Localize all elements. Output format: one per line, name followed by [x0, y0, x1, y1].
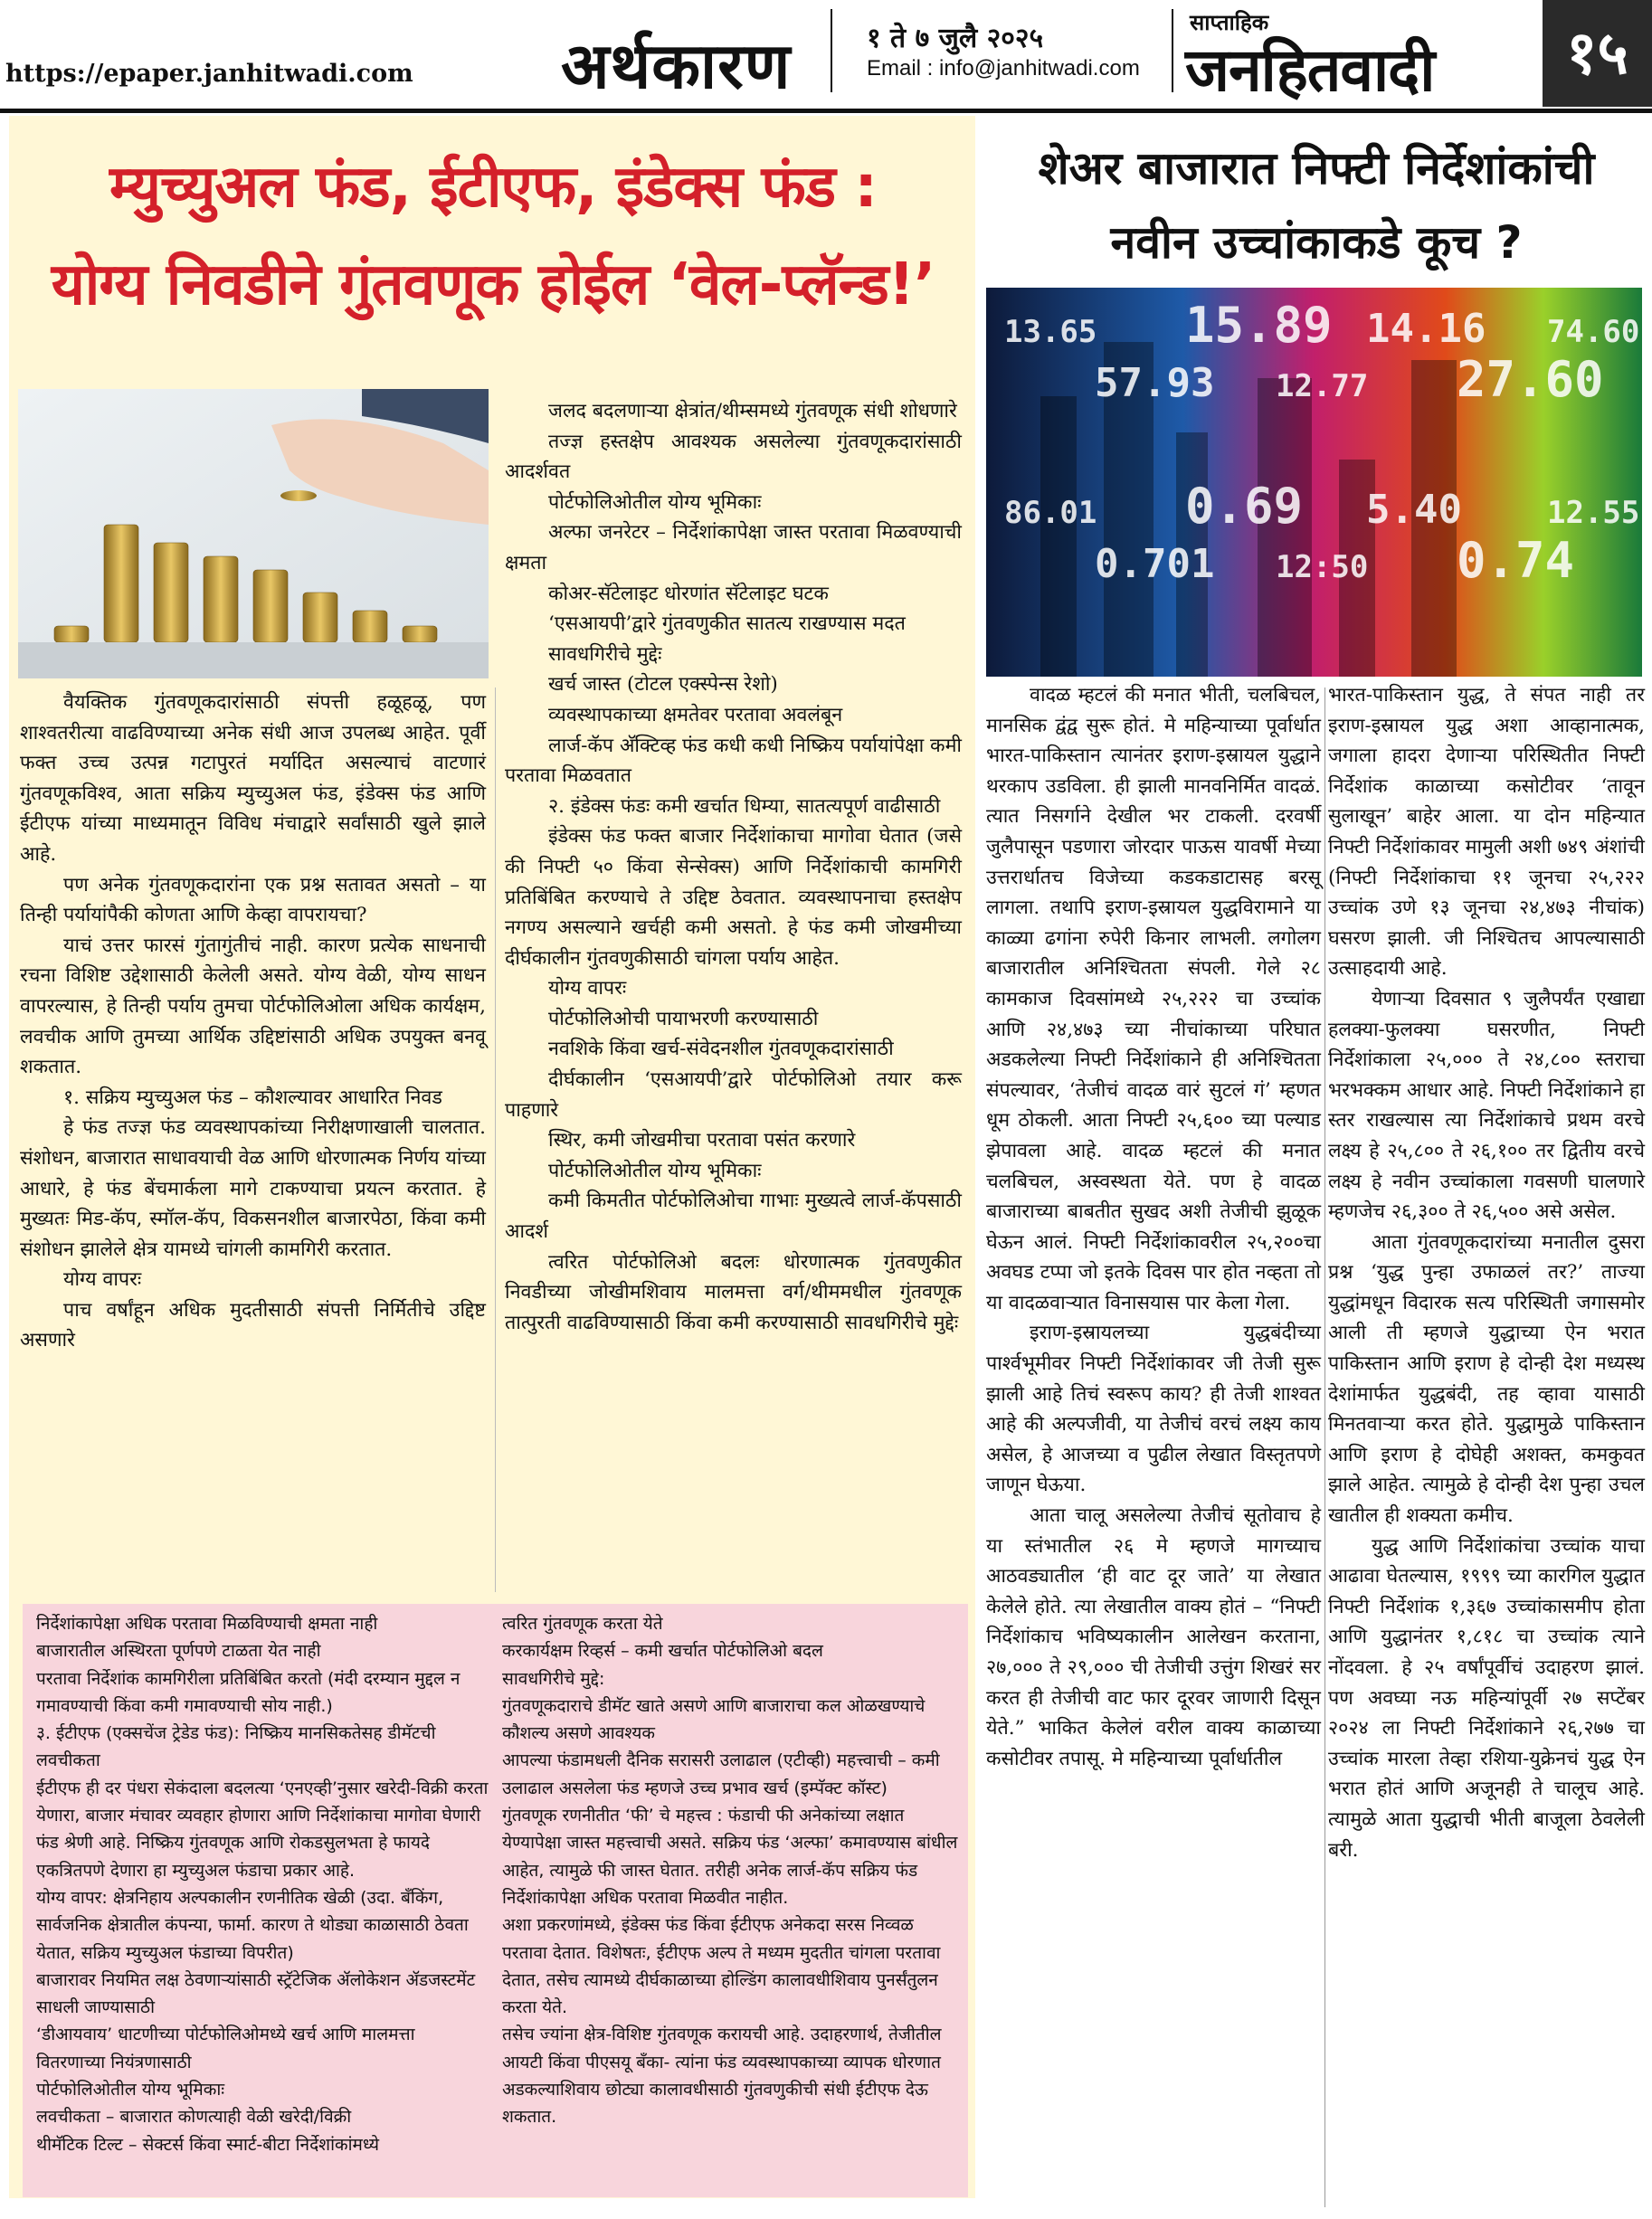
ticker-number: 12.77	[1276, 368, 1369, 404]
paragraph: दीर्घकालीन ‘एसआयपी’द्वारे पोर्टफोलिओ तयार करू पाहणारे	[505, 1068, 962, 1122]
ticker-number: 0.701	[1095, 541, 1215, 587]
box-line: करकार्यक्षम रिव्हर्स – कमी खर्चात पोर्टफोलिओ बदल	[502, 1641, 823, 1662]
subheading: २. इंडेक्स फंडः कमी खर्चात धिम्या, सातत्यपूर्ण वाढीसाठी	[548, 794, 941, 818]
box-line: आपल्या फंडामधली दैनिक सरासरी उलाढाल (एटीव्ही) महत्त्वाची – कमी उलाढाल असलेला फंड म्हणजे उच्च प्रभाव खर्च (इम्पॅक्ट कॉस्ट)	[502, 1750, 940, 1798]
paragraph: त्वरित पोर्टफोलिओ बदलः धोरणात्मक गुंतवणुकीत निवडीच्या जोखीमशिवाय मालमत्ता वर्ग/थीममधील गुंतवणूक तात्पुरती वाढविण्यासाठी किंवा कमी करण्यासाठी सावधगिरीचे मुद्देः	[505, 1250, 962, 1334]
paragraph: पोर्टफोलिओची पायाभरणी करण्यासाठी	[548, 1007, 819, 1030]
box-line: गुंतवणूकदाराचे डीमॅट खाते असणे आणि बाजाराचा कल ओळखण्याचे कौशल्य असणे आवश्यक	[502, 1695, 926, 1744]
paragraph: नवशिके किंवा खर्च-संवेदनशील गुंतवणूकदारांसाठी	[548, 1038, 894, 1061]
sidebar-box-column-1	[36, 1610, 489, 2158]
section-title: अर्थकारण	[561, 29, 792, 103]
paragraph: व्यवस्थापकाच्या क्षमतेवर परतावा अवलंबून	[548, 703, 843, 726]
left-headline-line2: योग्य निवडीने गुंतवणूक होईल ‘वेल-प्लॅन्ड!’	[51, 251, 935, 318]
ticker-number: 0.69	[1185, 478, 1304, 535]
subheading: पोर्टफोलिओतील योग्य भूमिकाः	[548, 1159, 762, 1182]
header-divider	[1172, 9, 1173, 92]
ticker-number: 15.89	[1185, 297, 1333, 354]
box-line: बाजारावर नियमित लक्ष ठेवणाऱ्यांसाठी स्ट्रॅटेजिक ॲलोकेशन ॲडजस्टमेंट साधली जाण्यासाठी	[36, 1969, 476, 2018]
paragraph: येणाऱ्या दिवसात ९ जुलैपर्यंत एखाद्या हलक्या-फुलक्या घसरणीत, निफ्टी निर्देशांकाला २५,००० ते २४,८०० स्तराचा भरभक्कम आधार आहे. निफ्टी निर्देशांकाने हा स्तर राखल्यास त्या निर्देशांकाचे प्रथम वरचे लक्ष्य हे २५,८०० ते २६,१०० तर द्वितीय वरचे लक्ष्य हे नवीन उच्चांकाला गवसणी घालणारे म्हणजेच २६,३०० ते २६,५०० असे असेल.	[1328, 987, 1645, 1224]
box-line: त्वरित गुंतवणूक करता येते	[502, 1614, 663, 1634]
coins-hand-photo	[18, 389, 489, 678]
publication-frequency: साप्ताहिक	[1190, 10, 1269, 35]
ticker-number: 86.01	[1004, 495, 1097, 531]
stock-ticker-photo	[986, 288, 1642, 677]
right-headline-line2: नवीन उच्चांकाकडे कूच ?	[1110, 216, 1523, 269]
paragraph: याचं उत्तर फारसं गुंतागुंतीचं नाही. कारण प्रत्येक साधनाची रचना विशिष्ट उद्देशासाठी केलेली असते. योग्य वेळी, योग्य साधन वापरल्यास, हे तिन्ही पर्याय तुमचा पोर्टफोलिओला अधिक कार्यक्षम, लवचीक आणि तुमच्या आर्थिक उद्दिष्टांसाठी अधिक उपयुक्त बनवू शकतात.	[20, 934, 486, 1079]
paragraph: जलद बदलणाऱ्या क्षेत्रांत/थीम्समध्ये गुंतवणूक संधी शोधणारे	[548, 400, 957, 422]
box-line: निर्देशांकापेक्षा अधिक परतावा मिळविण्याची क्षमता नाही	[36, 1614, 378, 1634]
ticker-number: 74.60	[1547, 314, 1640, 350]
paragraph: आता चालू असलेल्या तेजीचं सूतोवाच हे या स्तंभातील २६ मे म्हणजे मागच्याच आठवड्यातील ‘ही वाट दूर जाते’ या लेखात केलेले होते. त्या लेखातील वाक्य होतं – “निफ्टी निर्देशांकाच भविष्यकालीन आलेखन करताना, २७,००० ते २९,००० ची तेजीची उत्तुंग शिखरं सर करत ही तेजीची वाट फार दूरवर जाणारी दिसून येते.” भाकित केलेलं वरील वाक्य काळाच्या कसोटीवर तपासू. मे महिन्याच्या पूर्वार्धातील	[986, 1504, 1321, 1770]
paragraph: कमी किमतीत पोर्टफोलिओचा गाभाः मुख्यत्वे लार्ज-कॅपसाठी आदर्श	[505, 1190, 962, 1244]
epaper-url[interactable]: https://epaper.janhitwadi.com	[5, 60, 413, 88]
paragraph: आता गुंतवणूकदारांच्या मनातील दुसरा प्रश्न ‘युद्ध पुन्हा उफाळलं तर?’ ताज्या युद्धांमधून विदारक सत्य परिस्थिती जगासमोर आली ती म्हणजे युद्धाच्या ऐन भरात पाकिस्तान आणि इराण हे दोन्ही देश मध्यस्थ देशांमार्फत युद्धबंदी, तह व्हावा यासाठी मिनतवाऱ्या करत होते. युद्धामुळे पाकिस्तान आणि इराण हे दोघेही अशक्त, कमकुवत झाले आहेत. त्यामुळे हे दोन्ही देश पुन्हा उचल खातील ही शक्यता कमीच.	[1328, 1230, 1645, 1528]
paragraph: वैयक्तिक गुंतवणूकदारांसाठी संपत्ती हळूहळू, पण शाश्वतरीत्या वाढविण्याच्या अनेक संधी आज उपलब्ध आहेत. पूर्वी फक्त उच्च उत्पन्न गटापुरतं मर्यादित असल्याचं वाटणारं गुंतवणूकविश्व, आता सक्रिय म्युच्युअल फंड, इंडेक्स फंड आणि ईटीएफ यांच्या माध्यमातून विविध मंचाद्वारे सर्वांसाठी खुले झाले आहे.	[20, 691, 486, 866]
newspaper-brand: जनहितवादी	[1185, 35, 1435, 105]
subheading: पोर्टफोलिओतील योग्य भूमिकाः	[548, 490, 762, 514]
box-line: लवचीकता – बाजारात कोणत्याही वेळी खरेदी/विक्री	[36, 2107, 352, 2128]
ticker-number: 12:50	[1276, 549, 1369, 585]
ticker-number: 27.60	[1457, 351, 1604, 408]
paragraph: खर्च जास्त (टोटल एक्स्पेन्स रेशो)	[548, 673, 778, 697]
box-line: परतावा निर्देशांक कामगिरीला प्रतिबिंबित करतो (मंदी दरम्यान मुद्दल न गमावण्याची किंवा कमी गमावण्याची सोय नाही.)	[36, 1668, 460, 1716]
column-rule	[1324, 688, 1325, 2207]
subheading: योग्य वापरः	[63, 1268, 142, 1292]
paragraph: अल्फा जनरेटर – निर्देशांकापेक्षा जास्त परतावा मिळवण्याची क्षमता	[505, 521, 962, 574]
box-line: गुंतवणूक रणनीतीत ‘फी’ चे महत्त्व : फंडाची फी अनेकांच्या लक्षात येण्यापेक्षा जास्त महत्त्वाची असते. सक्रिय फंड ‘अल्फा’ कमावण्यास बांधील आहेत, त्यामुळे फी जास्त घेतात. तरीही अनेक लार्ज-कॅप सक्रिय फंड निर्देशांकापेक्षा अधिक परतावा मिळवीत नाहीत.	[502, 1806, 958, 1908]
issue-date: १ ते ७ जुलै २०२५	[867, 23, 1044, 54]
left-headline-line1: म्युच्युअल फंड, ईटीएफ, इंडेक्स फंड :	[109, 154, 877, 221]
subheading: योग्य वापरः	[548, 977, 627, 1000]
box-line: थीमॅटिक टिल्ट – सेक्टर्स किंवा स्मार्ट-बीटा निर्देशांकांमध्ये	[36, 2134, 380, 2155]
box-line: पोर्टफोलिओतील योग्य भूमिकाः	[36, 2080, 225, 2100]
right-article-column-1	[986, 680, 1321, 1774]
paragraph: इंडेक्स फंड फक्त बाजार निर्देशांकाचा मागोवा घेतात (जसे की निफ्टी ५० किंवा सेन्सेक्स) आणि निर्देशांकाची कामगिरी प्रतिबिंबित करण्याचे ते उद्दिष्ट ठेवतात. व्यवस्थापनाचा हस्तक्षेप नगण्य असल्याने खर्चही कमी असतो. हे फंड कमी जोखमीच्या दीर्घकालीन गुंतवणुकीसाठी चांगला पर्याय आहेत.	[505, 825, 962, 970]
column-rule	[495, 688, 496, 1592]
paragraph: ‘एसआयपी’द्वारे गुंतवणुकीत सातत्य राखण्यास मदत	[548, 612, 906, 636]
box-subheading: ३. ईटीएफ (एक्सचेंज ट्रेडेड फंड): निष्क्रिय मानसिकतेसह डीमॅटची लवचीकता	[36, 1723, 436, 1771]
box-line: ईटीएफ ही दर पंधरा सेकंदाला बदलत्या ‘एनएव्ही’नुसार खरेदी-विक्री करता येणारा, बाजार मंचावर व्यवहार होणारा आणि निर्देशांकाचा मागोवा घेणारी फंड श्रेणी आहे. निष्क्रिय गुंतवणूक आणि रोकडसुलभता हे फायदे एकत्रितपणे देणारा हा म्युच्युअल फंडाचा प्रकार आहे.	[36, 1778, 489, 1881]
box-line: सावधगिरीचे मुद्दे:	[502, 1668, 605, 1689]
box-line: ‘डीआयवाय’ धाटणीच्या पोर्टफोलिओमध्ये खर्च आणि मालमत्ता वितरणाच्या नियंत्रणासाठी	[36, 2025, 415, 2072]
left-article-column-2	[505, 396, 962, 1338]
header-divider	[831, 9, 832, 92]
paragraph: हे फंड तज्ज्ञ फंड व्यवस्थापकांच्या निरीक्षणाखाली चालतात. संशोधन, बाजारात साधावयाची वेळ आणि धोरणात्मक निर्णय यांच्या आधारे, हे फंड बेंचमार्कला मागे टाकण्याचा प्रयत्न करतात. हे मुख्यतः मिड-कॅप, स्मॉल-कॅप, विकसनशील बाजारपेठा, किंवा कमी संशोधन झालेले क्षेत्र यामध्ये चांगली कामगिरी करतात.	[20, 1116, 486, 1261]
paragraph: लार्ज-कॅप अ‍ॅक्टिव्ह फंड कधी कधी निष्क्रिय पर्यायांपेक्षा कमी परतावा मिळवतात	[505, 734, 962, 788]
paragraph: पण अनेक गुंतवणूकदारांना एक प्रश्न सतावत असतो – या तिन्ही पर्यायांपैकी कोणता आणि केव्हा वापरायचा?	[20, 873, 486, 927]
contact-email[interactable]: Email : info@janhitwadi.com	[867, 56, 1140, 81]
ticker-number: 0.74	[1457, 532, 1575, 589]
paragraph: स्थिर, कमी जोखमीचा परतावा पसंत करणारे	[548, 1129, 856, 1152]
right-article-column-2	[1328, 680, 1645, 1865]
page-number: १५	[1543, 0, 1652, 107]
paragraph: युद्ध आणि निर्देशांकांचा उच्चांक याचा आढावा घेतल्यास, १९९९ च्या कारगिल युद्धात निफ्टी निर्देशांक १,३६७ उच्चांकासमीप होता आणि युद्धानंतर १,८१८ चा उच्चांक त्याने नोंदवला. हे २५ वर्षांपूर्वीचं उदाहरण झालं. पण अवघ्या नऊ महिन्यांपूर्वी २७ सप्टेंबर २०२४ ला निफ्टी निर्देशांकाने २६,२७७ चा उच्चांक मारला तेव्हा रशिया-युक्रेनचं युद्ध ऐन भरात होतं आणि अजूनही ते चालूच आहे. त्यामुळे आता युद्धाची भीती बाजूला ठेवलेली बरी.	[1328, 1534, 1645, 1862]
right-headline-line1: शेअर बाजारात निफ्टी निर्देशांकांची	[1038, 142, 1595, 194]
ticker-number: 5.40	[1366, 487, 1462, 533]
ticker-number: 57.93	[1095, 360, 1215, 406]
ticker-number: 14.16	[1366, 306, 1486, 352]
subheading: सावधगिरीचे मुद्देः	[548, 642, 662, 666]
ticker-number: 12.55	[1547, 495, 1640, 531]
paragraph: वादळ म्हटलं की मनात भीती, चलबिचल, मानसिक द्वंद्व सुरू होतं. मे महिन्याच्या पूर्वार्धात भारत-पाकिस्तान त्यानंतर इराण-इस्रायल युद्धाने थरकाप उडविला. ही झाली मानवनिर्मित वादळं. त्यात निसर्गाने देखील भर टाकली. दरवर्षी जुलैपासून पडणारा जोरदार पाऊस यावर्षी मेच्या उत्तरार्धातच विजेच्या कडकडाटासह बरसू लागला. तथापि इराण-इस्रायल युद्धविरामाने या काळ्या ढगांना रुपेरी किनार लाभली. लगोलग बाजारातील अनिश्चितता संपली. गेले २८ कामकाज दिवसांमध्ये २५,२२२ चा उच्चांक आणि २४,४७३ च्या नीचांकाच्या परिघात अडकलेल्या निफ्टी निर्देशांकाने ही अनिश्चितता संपल्यावर, ‘तेजीचं वादळ वारं सुटलं गं’ म्हणत धूम ठोकली. आता निफ्टी २५,६०० च्या पल्याड झेपावला आहे. वादळ म्हटलं की मनात चलबिचल, अस्वस्थता येते. पण हे वादळ बाजाराच्या बाबतीत सुखद अशी तेजीची झुळूक घेऊन आलं. निफ्टी निर्देशांकावरील २५,२००चा अवघड टप्पा जो इतके दिवस पार होत नव्हता तो या वादळवाऱ्यात विनासयास पार केला गेला.	[986, 684, 1321, 1314]
paragraph: कोअर-सॅटेलाइट धोरणांत सॅटेलाइट घटक	[548, 582, 829, 605]
box-line: अशा प्रकरणांमध्ये, इंडेक्स फंड किंवा ईटीएफ अनेकदा सरस निव्वळ परतावा देतात. विशेषतः, ईटीएफ अल्प ते मध्यम मुदतीत चांगला परतावा देतात, तसेच त्यामध्ये दीर्घकाळाच्या होल्डिंग कालावधीशिवाय पुनर्संतुलन करता येते.	[502, 1915, 941, 2018]
box-line: योग्य वापर: क्षेत्रनिहाय अल्पकालीन रणनीतिक खेळी (उदा. बँकिंग, सार्वजनिक क्षेत्रातील कंपन्या, फार्मा. कारण ते थोड्या काळासाठी ठेवता येतात, सक्रिय म्युच्युअल फंडाच्या विपरीत)	[36, 1887, 469, 1963]
paragraph: पाच वर्षांहून अधिक मुदतीसाठी संपत्ती निर्मितीचे उद्दिष्ट असणारे	[20, 1298, 486, 1352]
box-line: तसेच ज्यांना क्षेत्र-विशिष्ट गुंतवणूक करायची आहे. उदाहरणार्थ, तेजीतील आयटी किंवा पीएसयू बँका- त्यांना फंड व्यवस्थापकाच्या व्यापक धोरणात अडकल्याशिवाय छोट्या कालावधीसाठी गुंतवणुकीची संधी ईटीएफ देऊ शकतात.	[502, 2025, 942, 2128]
paragraph: इराण-इस्रायलच्या युद्धबंदीच्या पार्श्वभूमीवर निफ्टी निर्देशांकावर जी तेजी सुरू झाली आहे तिचं स्वरूप काय? ही तेजी शाश्वत आहे की अल्पजीवी, या तेजीचं वरचं लक्ष्य काय असेल, हे आजच्या व पुढील लेखात विस्तृतपणे जाणून घेऊया.	[986, 1322, 1321, 1497]
subheading: १. सक्रिय म्युच्युअल फंड – कौशल्यावर आधारित निवड	[63, 1086, 442, 1109]
paragraph: तज्ज्ञ हस्तक्षेप आवश्यक असलेल्या गुंतवणूकदारांसाठी आदर्शवत	[505, 430, 962, 484]
left-article-column-1	[20, 688, 486, 1356]
ticker-number: 13.65	[1004, 314, 1097, 350]
paragraph: भारत-पाकिस्तान युद्ध, ते संपत नाही तर इराण-इस्रायल युद्ध अशा आव्हानात्मक, जगाला हादरा देणाऱ्या परिस्थितीत निफ्टी निर्देशांक काळाच्या कसोटीवर ‘तावून सुलाखून’ बाहेर आला. या दोन महिन्यात निफ्टी निर्देशांकावर मामुली अशी ७४९ अंशांची (निफ्टी निर्देशांकाचा ११ जूनचा २५,२२२ उच्चांक उणे १३ जूनचा २४,४७३ नीचांक) घसरण झाली. जी निश्चितच आपल्यासाठी उत्साहदायी आहे.	[1328, 684, 1645, 981]
sidebar-box-column-2	[502, 1610, 959, 2131]
box-line: बाजारातील अस्थिरता पूर्णपणे टाळता येत नाही	[36, 1641, 321, 1662]
